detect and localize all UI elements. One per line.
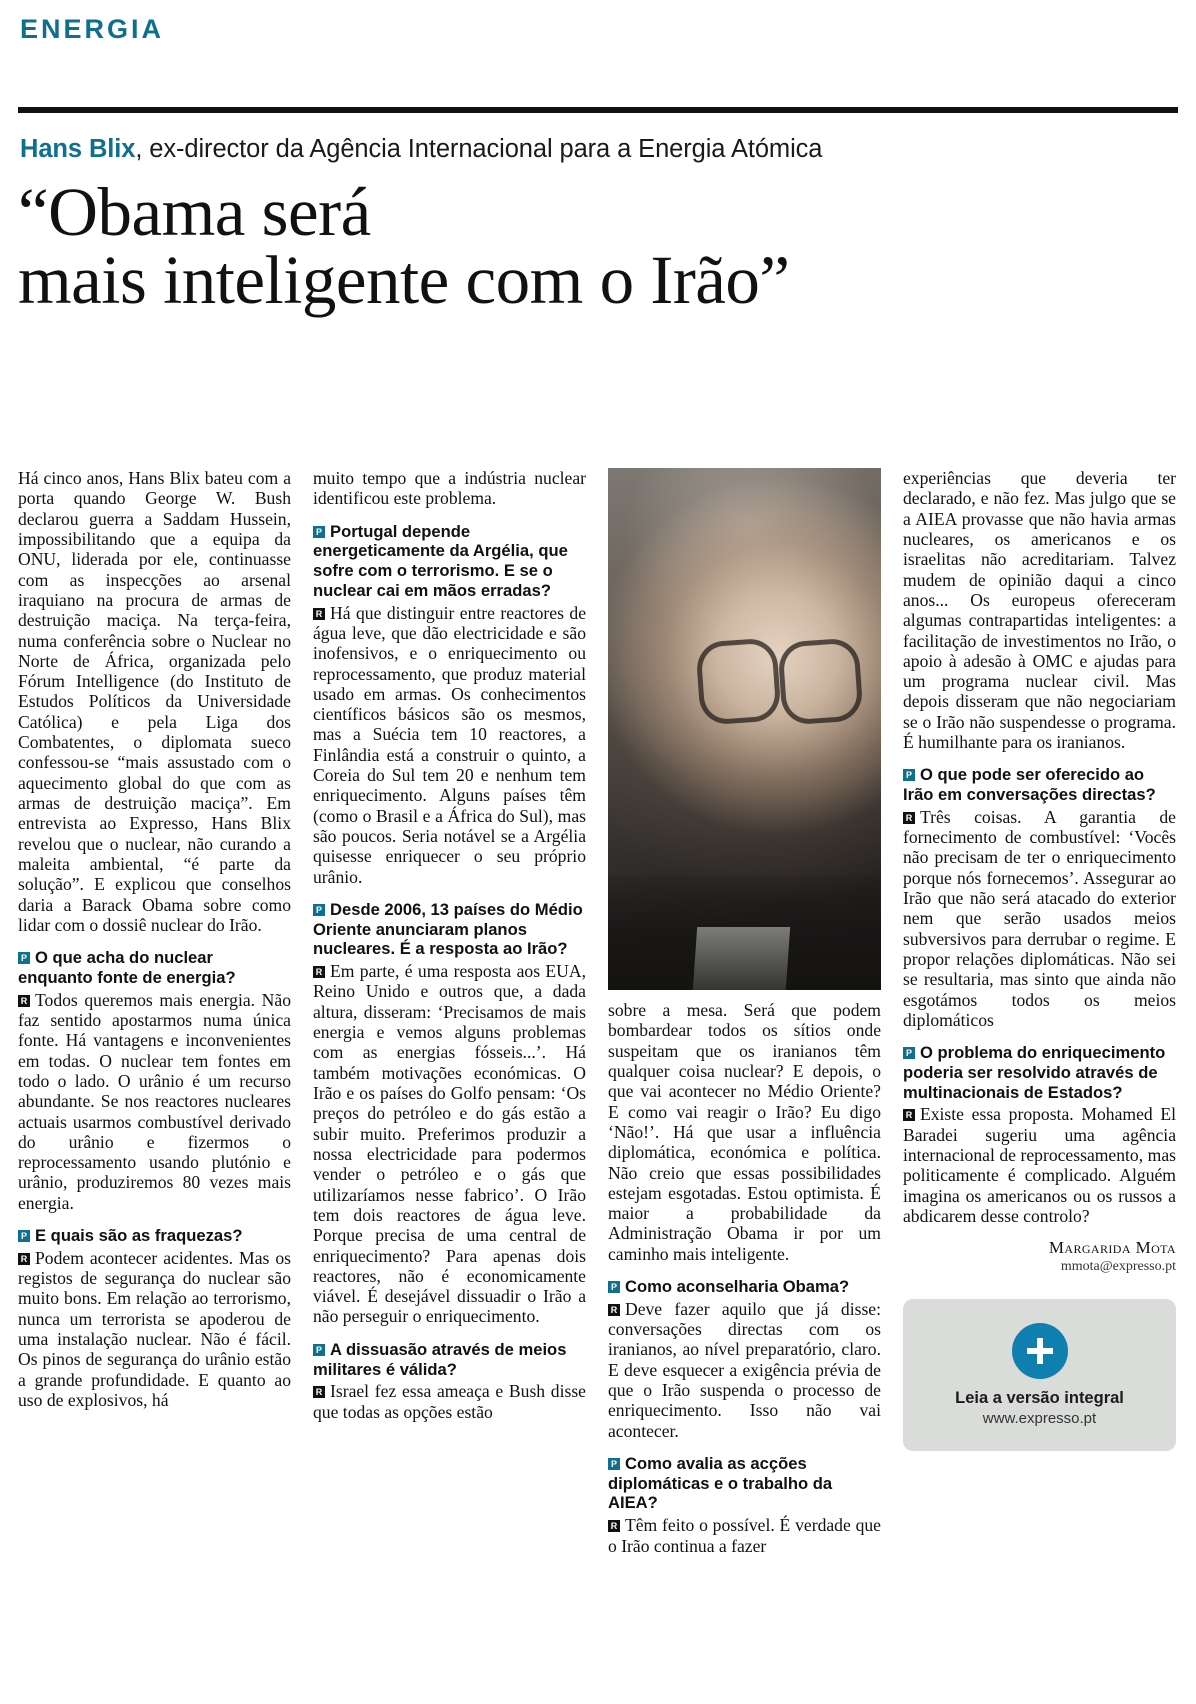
answer-marker-icon: R [313, 1386, 325, 1398]
read-full-version-promo[interactable] [903, 1299, 1176, 1451]
question-marker-icon: P [313, 904, 325, 916]
lead-paragraph: Há cinco anos, Hans Blix bateu com a porta quando George W. Bush declarou guerra a Saddam Hussein, impossibilitando que a equipa da ONU, liderada por ele, continuasse com as inspecções ao arsenal iraquiano na procura de armas de destruição maciça. Na terça-feira, numa conferência sobre o Nuclear no Norte de África, organizada pelo Fórum Intelligence (do Instituto de Estudos Políticos da Universidade Católica) e pela Liga dos Combatentes, o diplomata sueco confessou-se “mais assustado com o aquecimento global do que com as armas de destruição maciça”. Em entrevista ao Expresso, Hans Blix revelou que o nuclear, não curando a maleita ambiental, “é parte da solução”. E explicou que conselhos daria a Barack Obama sobre como lidar com o dossiê nuclear do Irão. [18, 468, 291, 935]
question-6: P Como aconselharia Obama? [608, 1277, 881, 1297]
section-kicker: ENERGIA [20, 14, 165, 44]
answer-marker-icon: R [313, 966, 325, 978]
continuation-paragraph: experiências que deveria ter declarado, e não fez. Mas julgo que se a AIEA provasse que não havia armas nucleares, os americanos e os israelitas não acreditariam. Talvez mudem de opinião daqui a cinco anos... Os europeus ofereceram algumas contrapartidas inteligentes: a facilitação de investimentos no Irão, o apoio à adesão à OMC e ajudas para um programa nuclear civil. Mas depois disseram que não negociariam se o Irão não suspendesse o programa. É humilhante para os iranianos. [903, 468, 1176, 753]
headline-line-1: “Obama será [18, 174, 371, 250]
answer-marker-icon: R [18, 1253, 30, 1265]
answer-marker-icon: R [313, 608, 325, 620]
question-marker-icon: P [608, 1458, 620, 1470]
answer-1: R Todos queremos mais energia. Não faz sentido apostarmos numa única fonte. Há vantagens e inconvenientes em todas. O nuclear tem fontes em todo o lado. O urânio é um recurso abundante. Se nos reactores nucleares actuais usarmos combustível derivado do urânio e fizermos o reprocessamento usando plutónio e urânio, produziremos 80 vezes mais energia. [18, 989, 291, 1213]
standfirst [18, 113, 1178, 164]
question-marker-icon: P [18, 952, 30, 964]
column-3 [608, 468, 881, 1556]
question-4: P Desde 2006, 13 países do Médio Oriente anunciaram planos nucleares. É a resposta ao Irão? [313, 899, 583, 959]
interviewee-name: Hans Blix [20, 135, 136, 163]
answer-marker-icon: R [903, 812, 915, 824]
answer-marker-icon: R [903, 1109, 915, 1121]
answer-5: R Israel fez essa ameaça e Bush disse que todas as opções estão [313, 1381, 586, 1422]
article-columns [18, 468, 1178, 1556]
page-title [18, 164, 1178, 319]
continuation-paragraph: muito tempo que a indústria nuclear identificou este problema. [313, 468, 586, 509]
answer-3: R Há que distinguir entre reactores de água leve, que dão electricidade e são inofensivos, e o enriquecimento ou reprocessamento, que produz material usado em armas. Os conhecimentos científicos básicos são os mesmos, mas a Suécia tem 10 reactores, a Finlândia está a construir o quinto, a Coreia do Sul tem 20 e nenhum tem enriquecimento. Alguns países têm (como o Brasil e a África do Sul), mas são poucos. Seria notável se a Argélia quisesse enriquecer o seu próprio urânio. [313, 602, 586, 887]
question-marker-icon: P [608, 1281, 620, 1293]
byline-email[interactable]: mmota@expresso.pt [1060, 1258, 1176, 1274]
column-1 [18, 468, 291, 1556]
shirt [693, 927, 790, 990]
answer-7: R Têm feito o possível. É verdade que o Irão continua a fazer [608, 1515, 881, 1556]
question-8: P O que pode ser oferecido ao Irão em conversações directas? [903, 765, 1156, 805]
promo-text: Leia a versão integral [955, 1388, 1124, 1407]
continuation-paragraph: sobre a mesa. Será que podem bombardear todos os sítios onde suspeitam que os iranianos têm qualquer coisa nuclear? E depois, o que vai acontecer no Médio Oriente? E como vai reagir o Irão? Eu digo ‘Não!’. Há que usar a influência diplomática, económica e política. Não creio que essas possibilidades estejam esgotadas. Estou optimista. É maior a probabilidade da Administração Obama ir por um caminho mais inteligente. [608, 1000, 881, 1264]
eyeglasses-lens-right-icon [777, 638, 864, 727]
answer-8: R Três coisas. A garantia de fornecimento de combustível: ‘Vocês não precisam de ter o enriquecimento porque nós fornecemos’. Assegurar ao Irão que não será atacado do exterior nem que serão usados meios subversivos para derrubar o regime. E propor relações diplomáticas. Não sei se resultaria, mas sinto que ainda não esgotámos todos os meios diplomáticos [903, 806, 1176, 1030]
question-3: P Portugal depende energeticamente da Argélia, que sofre com o terrorismo. E se o nuclear cai em mãos erradas? [313, 521, 568, 600]
question-marker-icon: P [313, 1344, 325, 1356]
question-marker-icon: P [903, 769, 915, 781]
interviewee-title: , ex-director da Agência Internacional para a Energia Atómica [135, 135, 823, 163]
headline-line-2: mais inteligente com o Irão” [18, 242, 790, 319]
answer-2: R Podem acontecer acidentes. Mas os registos de segurança do nuclear são muito bons. Em relação ao terrorismo, nunca um terrorista se apoderou de uma instalação nuclear. Não é fácil. Os pinos de segurança do urânio estão a grande profundidade. E quanto ao uso de explosivos, há [18, 1247, 291, 1411]
column-2 [313, 468, 586, 1556]
plus-circle-icon [1012, 1323, 1068, 1379]
portrait-photo [608, 468, 881, 990]
question-5: P A dissuasão através de meios militares é válida? [313, 1339, 567, 1379]
answer-6: R Deve fazer aquilo que já disse: conversações directas com os iranianos, ao nível preparatório, claro. E deve esquecer a exigência prévia de que o Irão suspenda o processo de enriquecimento. Isso não vai acontecer. [608, 1298, 881, 1441]
question-1: P O que acha do nuclear enquanto fonte de energia? [18, 948, 236, 987]
answer-marker-icon: R [18, 995, 30, 1007]
promo-url[interactable]: www.expresso.pt [982, 1410, 1097, 1427]
column-4 [903, 468, 1176, 1556]
eyeglasses-lens-left-icon [695, 638, 782, 727]
question-marker-icon: P [313, 526, 325, 538]
answer-9: R Existe essa proposta. Mohamed El Baradei sugeriu uma agência internacional de reprocessamento, mas politicamente é complicado. Alguém imagina os americanos ou os russos a abdicarem desse controlo? [903, 1104, 1176, 1227]
answer-marker-icon: R [608, 1520, 620, 1532]
answer-marker-icon: R [608, 1304, 620, 1316]
question-7: P Como avalia as acções diplomáticas e o trabalho da AIEA? [608, 1453, 833, 1513]
byline: Margarida Mota [1048, 1238, 1176, 1258]
question-2: P E quais são as fraquezas? [18, 1226, 291, 1246]
question-9: P O problema do enriquecimento poderia ser resolvido através de multinacionais de Estados? [903, 1043, 1166, 1102]
answer-4: R Em parte, é uma resposta aos EUA, Reino Unido e outros que, a dada altura, disseram: ‘Precisamos de mais energia e vemos alguns problemas com as energias fósseis...’. Há também motivações económicas. O Irão e os países do Golfo pensam: ‘Os preços do petróleo e do gás estão a subir muito. Preferimos produzir a nossa electricidade para podermos vender o petróleo e o gás que utilizaríamos nesse fabrico’. O Irão tem dois reactores de água leve. Porque precisa de uma central de enriquecimento? Para apenas dois reactores, não é economicamente viável. É desejável dissuadir o Irão a não perseguir o enriquecimento. [313, 961, 586, 1327]
question-marker-icon: P [903, 1047, 915, 1059]
portrait-image [608, 468, 881, 990]
question-marker-icon: P [18, 1230, 30, 1242]
